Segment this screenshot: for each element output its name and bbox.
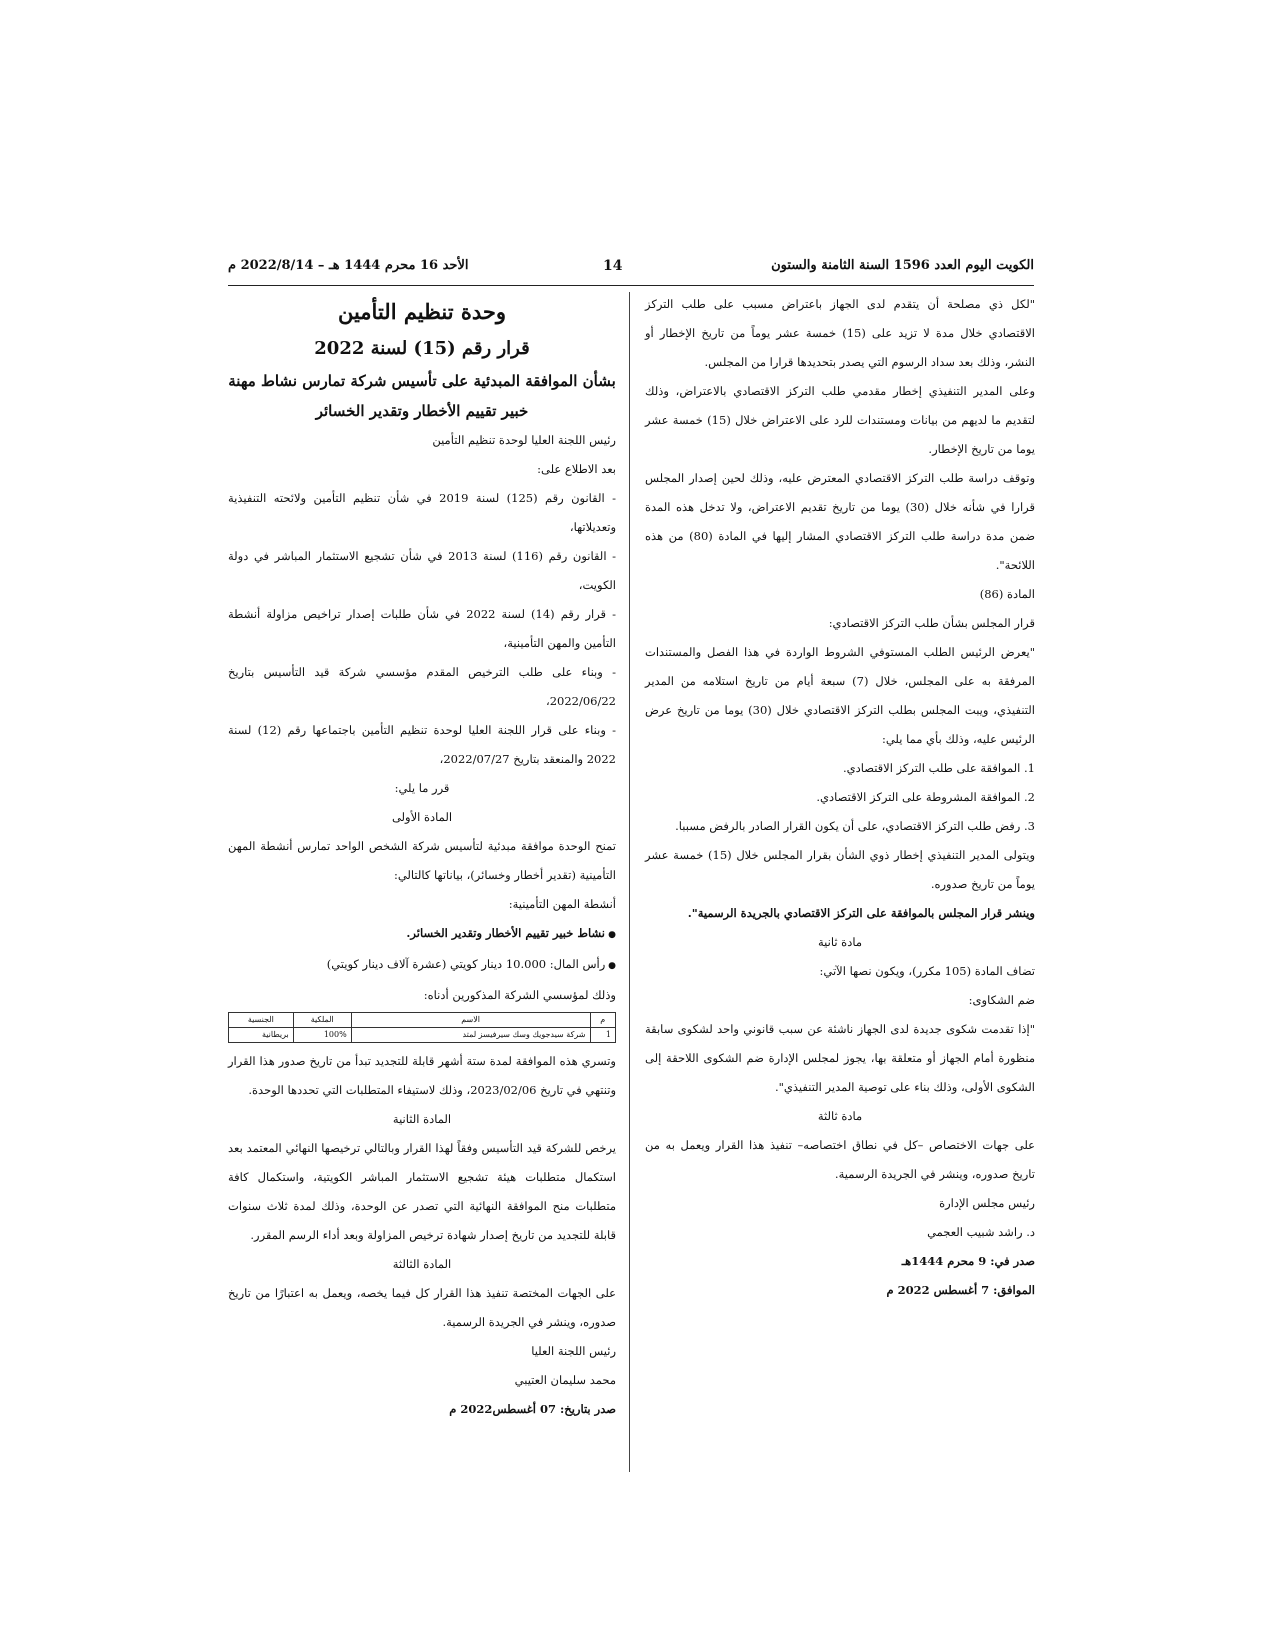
left-column <box>228 292 616 1424</box>
table-cell: 1 <box>590 1028 615 1043</box>
article-heading: المادة الأولى <box>391 810 453 824</box>
paragraph: قرار المجلس بشأن طلب التركز الاقتصادي: <box>828 616 1035 630</box>
recital: - القانون رقم (125) لسنة 2019 في شأن تنظيم التأمين ولائحته التنفيذية وتعديلاتها، <box>228 491 616 534</box>
founders-intro: وذلك لمؤسسي الشركة المذكورين أدناه: <box>423 988 616 1002</box>
table-cell: 100% <box>293 1028 351 1043</box>
paragraph: ويتولى المدير التنفيذي إخطار ذوي الشأن بقرار المجلس خلال (15) خمسة عشر يوماً من تاريخ صدوره. <box>645 848 1036 891</box>
right-column <box>645 290 1035 1305</box>
paragraph: "يعرض الرئيس الطلب المستوفي الشروط الواردة في هذا الفصل والمستندات المرفقة به على المجلس، خلال (7) سبعة أيام من تاريخ استلامه من المدير التنفيذي، ويبت المجلس بطلب التركز الاقتصادي خلال (30) يوما من تاريخ عرض الرئيس عليه، وذلك بأي مما يلي: <box>645 645 1035 746</box>
list-item: 1. الموافقة على طلب التركز الاقتصادي. <box>842 761 1035 775</box>
founders-table <box>228 1012 616 1043</box>
list-item: 2. الموافقة المشروطة على التركز الاقتصادي. <box>816 790 1035 804</box>
publication-info: الكويت اليوم العدد 1596 السنة الثامنة والستون <box>771 258 1034 273</box>
paragraph: وتسري هذه الموافقة لمدة ستة أشهر قابلة للتجديد تبدأ من تاريخ صدور هذا القرار وتنتهي في تاريخ 2023/02/06، وذلك لاستيفاء المتطلبات التي تحددها الوحدة. <box>228 1054 616 1097</box>
issue-date: صدر بتاريخ: 07 أغسطس2022 م <box>449 1402 616 1416</box>
signature-name: د. راشد شبيب العجمي <box>927 1225 1035 1239</box>
table-row <box>229 1028 616 1043</box>
article-heading: مادة ثانية <box>817 935 862 949</box>
column-header: الاسم <box>351 1013 590 1028</box>
table-header-row <box>229 1013 616 1028</box>
paragraph: "إذا تقدمت شكوى جديدة لدى الجهاز ناشئة عن سبب قانوني واحد لشكوى سابقة منظورة أمام الجهاز أو متعلقة بها، يجوز لمجلس الإدارة ضم الشكوى اللاحقة إلى الشكوى الأولى، وذلك بناء على توصية المدير التنفيذي". <box>645 1022 1035 1094</box>
paragraph: وتوقف دراسة طلب التركز الاقتصادي المعترض عليه، وذلك لحين إصدار المجلس قرارا في شأنه خلال (30) يوما من تاريخ تقديم الاعتراض، ولا تدخل هذه المدة ضمن مدة دراسة طلب التركز الاقتصادي المشار إليها في المادة (80) من هذه اللائحة". <box>645 471 1036 572</box>
signature-title: رئيس اللجنة العليا <box>531 1344 616 1358</box>
paragraph: تضاف المادة (105 مكرر)، ويكون نصها الآتي: <box>819 964 1035 978</box>
paragraph: على جهات الاختصاص –كل في نطاق اختصاصه– تنفيذ هذا القرار ويعمل به من تاريخ صدوره، وينشر في الجريدة الرسمية. <box>645 1138 1035 1181</box>
recital: - وبناء على طلب الترخيص المقدم مؤسسي شركة قيد التأسيس بتاريخ 2022/06/22، <box>228 665 616 708</box>
article-heading: المادة الثالثة <box>392 1257 452 1271</box>
page-header <box>228 258 1034 280</box>
paragraph: يرخص للشركة قيد التأسيس وفقاً لهذا القرار وبالتالي ترخيصها النهائي المعتمد بعد استكمال متطلبات هيئة تشجيع الاستثمار المباشر الكويتية، واستكمال كافة متطلبات منح الموافقة النهائية التي تصدر عن الوحدة، وذلك لمدة ثلاث سنوات قابلة للتجديد من تاريخ إصدار شهادة ترخيص المزاولة وبعد أداء الرسم المقرر. <box>228 1141 616 1242</box>
table-cell: بريطانية <box>229 1028 294 1043</box>
page-number: 14 <box>603 258 623 274</box>
recital: - القانون رقم (116) لسنة 2013 في شأن تشجيع الاستثمار المباشر في دولة الكويت، <box>228 549 617 592</box>
table-cell: شركة سيدجويك وسك سيرفيسز لمتد <box>351 1028 590 1043</box>
activities-label: أنشطة المهن التأمينية: <box>508 897 616 911</box>
signature-title: رئيس مجلس الإدارة <box>939 1196 1035 1210</box>
paragraph: ضم الشكاوى: <box>968 993 1035 1007</box>
column-divider <box>629 292 630 1472</box>
paragraph: وعلى المدير التنفيذي إخطار مقدمي طلب التركز الاقتصادي بالاعتراض، وذلك لتقديم ما لديهم من بيانات ومستندات للرد على الاعتراض خلال (15) خمسة عشر يوما من تاريخ الإخطار. <box>645 384 1035 456</box>
article-heading: مادة ثالثة <box>817 1109 863 1123</box>
signature-name: محمد سليمان العتيبي <box>514 1373 616 1387</box>
bullet-item: ● رأس المال: 10.000 دينار كويتي (عشرة آلاف دينار كويتي) <box>228 950 616 981</box>
list-item: 3. رفض طلب التركز الاقتصادي، على أن يكون القرار الصادر بالرفض مسببا. <box>675 819 1035 833</box>
column-header: الملكية <box>293 1013 351 1028</box>
after-review: بعد الاطلاع على: <box>537 462 616 476</box>
decision-subject: بشأن الموافقة المبدئية على تأسيس شركة تمارس نشاط مهنة خبير تقييم الأخطار وتقدير الخسائر <box>228 372 616 420</box>
header-rule <box>228 285 1034 286</box>
document-title: وحدة تنظيم التأمين <box>337 299 507 324</box>
issue-date-gregorian: الموافق: 7 أغسطس 2022 م <box>886 1283 1035 1297</box>
article-heading: المادة الثانية <box>392 1112 452 1126</box>
recital: - وبناء على قرار اللجنة العليا لوحدة تنظيم التأمين باجتماعها رقم (12) لسنة 2022 والمنعقد بتاريخ 2022/07/27، <box>228 723 616 766</box>
decision-number: قرار رقم (15) لسنة 2022 <box>314 338 530 359</box>
paragraph: على الجهات المختصة تنفيذ هذا القرار كل فيما يخصه، ويعمل به اعتبارًا من تاريخ صدوره، وينشر في الجريدة الرسمية. <box>228 1286 616 1329</box>
issue-date-hijri: صدر في: 9 محرم 1444هـ <box>901 1254 1035 1268</box>
recital: - قرار رقم (14) لسنة 2022 في شأن طلبات إصدار تراخيص مزاولة أنشطة التأمين والمهن التأمينية، <box>228 607 616 650</box>
column-header: الجنسية <box>229 1013 294 1028</box>
paragraph: "لكل ذي مصلحة أن يتقدم لدى الجهاز باعتراض مسبب على طلب التركز الاقتصادي خلال مدة لا تزيد على (15) خمسة عشر يوماً من تاريخ الإخطار أو النشر، وذلك بعد سداد الرسوم التي يصدر بتحديدها قرارا من المجلس. <box>645 297 1035 369</box>
paragraph: وينشر قرار المجلس بالموافقة على التركز الاقتصادي بالجريدة الرسمية". <box>687 906 1035 920</box>
column-header: م <box>590 1013 615 1028</box>
article-heading: المادة (86) <box>979 587 1035 601</box>
header-date: الأحد 16 محرم 1444 هـ – 2022/8/14 م <box>228 258 469 273</box>
issuer: رئيس اللجنة العليا لوحدة تنظيم التأمين <box>432 433 616 447</box>
paragraph: تمنح الوحدة موافقة مبدئية لتأسيس شركة الشخص الواحد تمارس أنشطة المهن التأمينية (تقدير أخطار وخسائر)، بياناتها كالتالي: <box>228 839 616 882</box>
decided: قرر ما يلي: <box>394 781 450 795</box>
bullet-item: ● نشاط خبير تقييم الأخطار وتقدير الخسائر. <box>228 919 616 950</box>
